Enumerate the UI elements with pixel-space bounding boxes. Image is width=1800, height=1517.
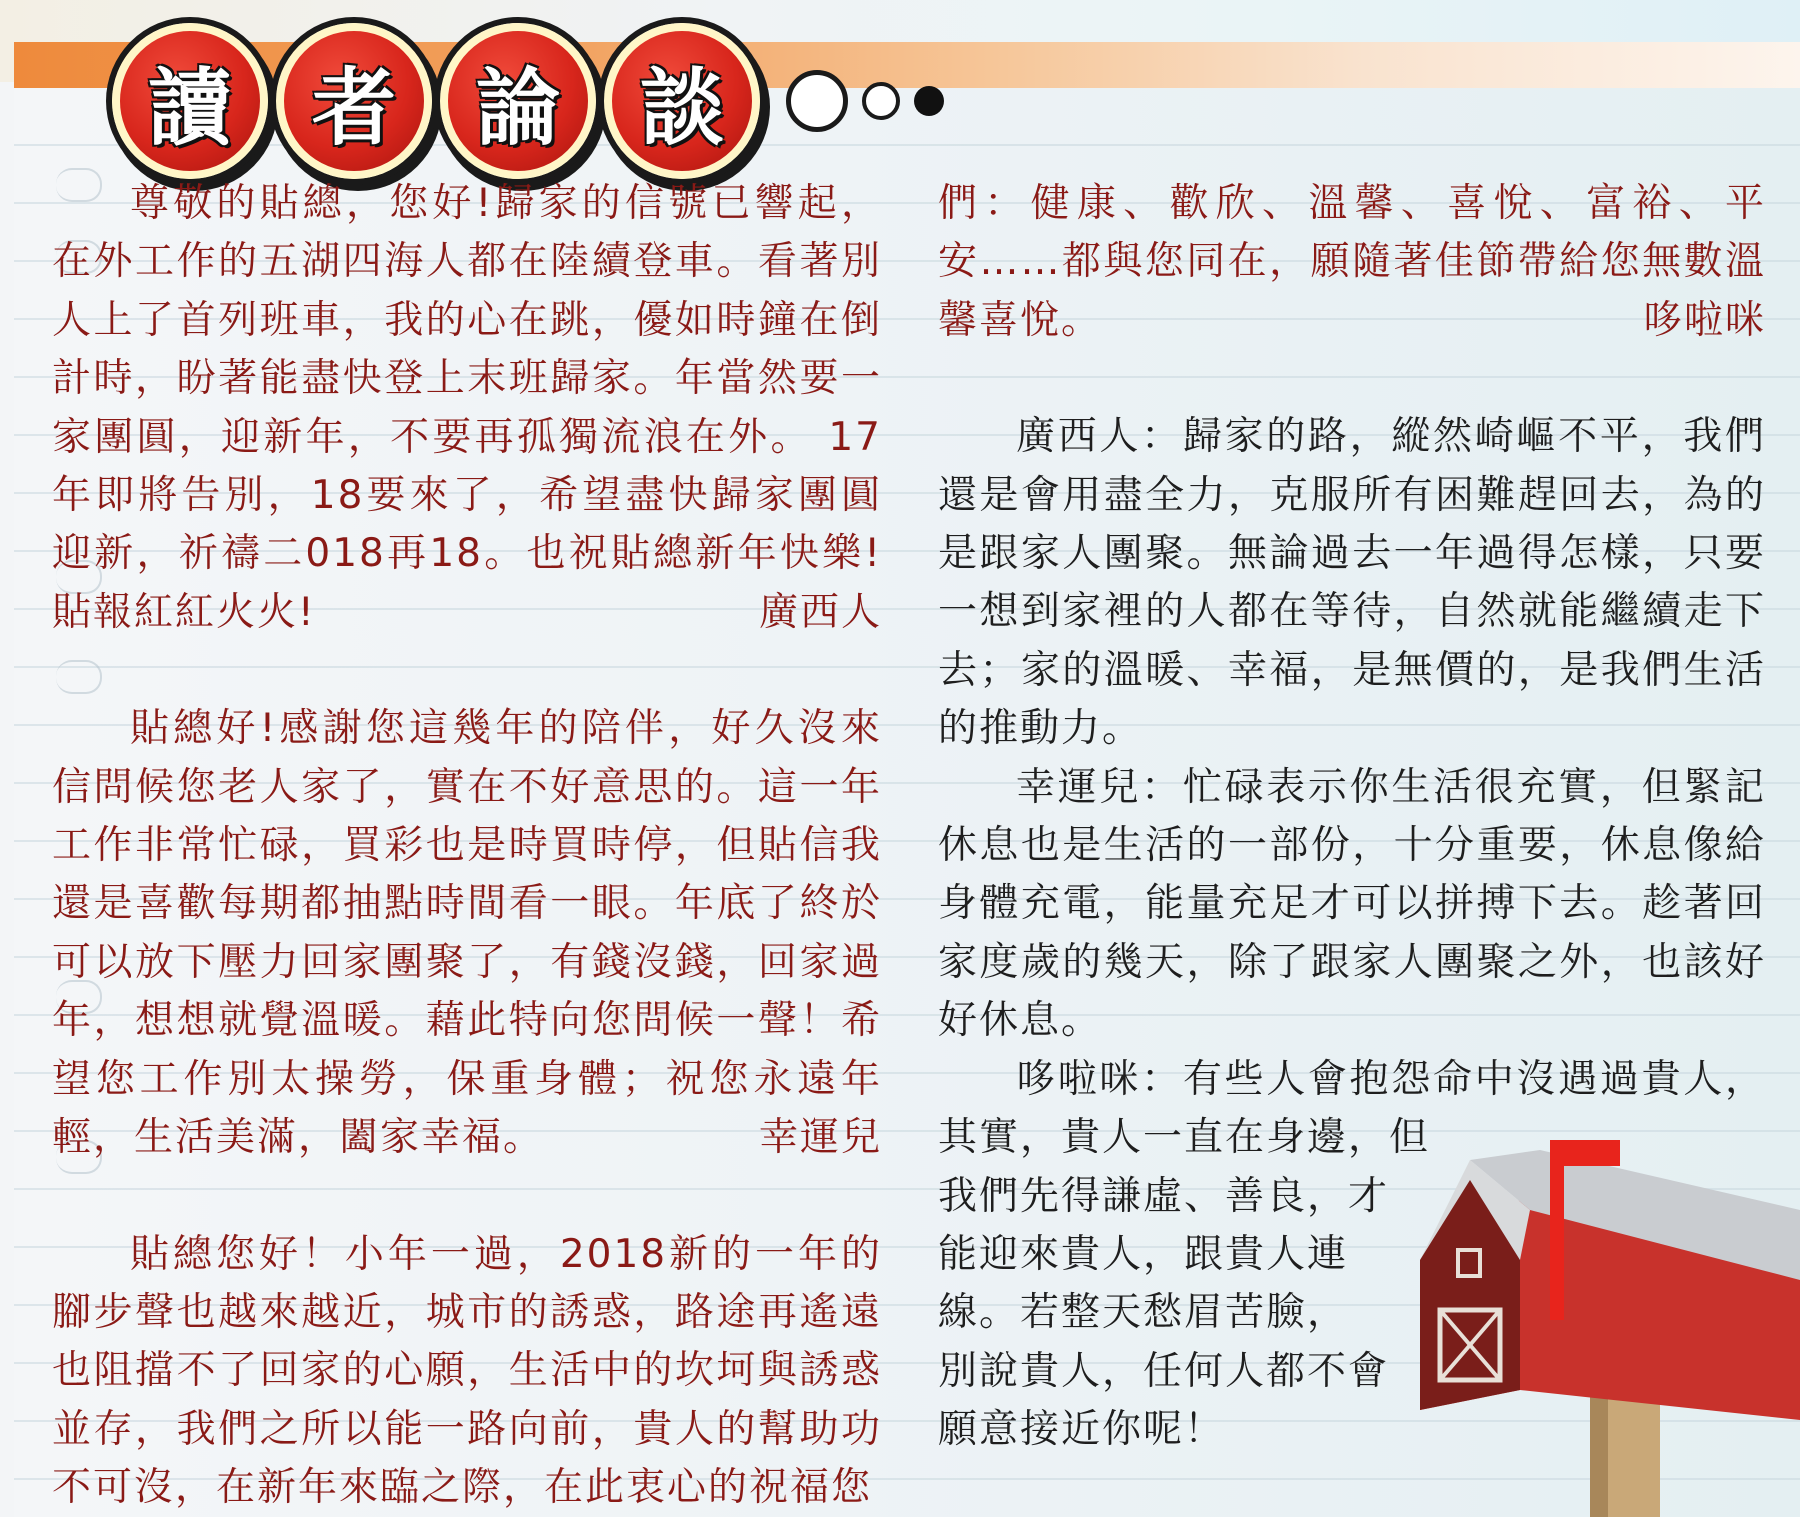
reader-letter	[52, 700, 882, 1167]
editor-reply: 哆啦咪：有些人會抱怨命中沒遇過貴人，其實，貴人一直在身邊，但	[938, 1056, 1766, 1161]
title-badge: 者	[276, 23, 432, 179]
letter-text: 尊敬的貼總，您好!歸家的信號已響起，在外工作的五湖四海人都在陸續登車。看著別人上了首列班車，我的心在跳，優如時鐘在倒計時，盼著能盡快登上末班歸家。年當然要一家團圓，迎新年，不要再孤獨流浪在外。 17年即將告別，18要來了，希望盡快歸家團圓迎新，祈禱二018再18。也祝貼總新年快樂!貼報紅紅火火!	[52, 181, 882, 635]
reader-letter	[52, 175, 882, 642]
title-badge: 讀	[112, 23, 268, 179]
reply-line: 線。若整天愁眉苦臉，	[938, 1290, 1349, 1336]
letter-text: 貼總您好！小年一過，2018新的一年的腳步聲也越來越近，城市的誘惑，路途再遙遠也阻擋不了回家的心願，生活中的坎坷與誘惑並存，我們之所以能一路向前，貴人的幫助功不可沒，在新年來臨之際，在此衷心的祝福您	[52, 1231, 882, 1511]
dot-small-hollow	[862, 82, 900, 120]
spacer	[52, 1168, 882, 1226]
editor-reply-wrapped	[938, 1168, 1418, 1460]
editor-reply: 幸運兒：忙碌表示你生活很充實，但緊記休息也是生活的一部份，十分重要，休息像給身體充電，能量充足才可以拼搏下去。趁著回家度歲的幾天，除了跟家人團聚之外，也該好好休息。	[938, 764, 1766, 1044]
letter-text: 們：健康、歡欣、溫馨、喜悅、富裕、平安……都與您同在，願隨著佳節帶給您無數溫馨喜悅。	[938, 181, 1766, 343]
letter-signature: 廣西人	[758, 589, 882, 635]
left-column	[52, 175, 882, 1517]
letter-signature: 哆啦咪	[1642, 297, 1766, 343]
mailbox-post-shade	[1590, 1380, 1608, 1517]
dot-filled	[914, 86, 944, 116]
dot-large-hollow	[786, 70, 848, 132]
mailbox-flag	[1550, 1140, 1620, 1166]
spacer	[52, 642, 882, 700]
reply-line: 願意接近你呢！	[938, 1407, 1226, 1453]
reply-line: 能迎來貴人，跟貴人連	[938, 1231, 1349, 1277]
letter-text: 貼總好!感謝您這幾年的陪伴，好久沒來信問候您老人家了，實在不好意思的。這一年工作非常忙碌，買彩也是時買時停，但貼信我還是喜歡每期都抽點時間看一眼。年底了終於可以放下壓力回家團聚了，有錢沒錢，回家過年，想想就覺溫暖。藉此特向您問候一聲！希望您工作別太操勞，保重身體；祝您永遠年輕，生活美滿，闔家幸福。	[52, 706, 882, 1161]
section-title	[112, 26, 958, 176]
letter-signature: 幸運兒	[758, 1115, 882, 1161]
reader-letter	[52, 1226, 882, 1517]
editor-reply: 廣西人：歸家的路，縱然崎嶇不平，我們還是會用盡全力，克服所有困難趕回去，為的是跟家人團聚。無論過去一年過得怎樣，只要一想到家裡的人都在等待，自然就能繼續走下去；家的溫暖、幸福，是無價的，是我們生活的推動力。	[938, 414, 1766, 752]
title-badge: 論	[440, 23, 596, 179]
reader-letter-continued	[938, 175, 1766, 350]
mailbox-flag-pole	[1550, 1160, 1564, 1320]
mailbox-illustration	[1400, 1140, 1800, 1517]
title-dots	[786, 70, 958, 132]
spacer	[938, 350, 1766, 408]
title-badge: 談	[604, 23, 760, 179]
reply-line: 別說貴人，任何人都不會	[938, 1348, 1390, 1394]
reply-line: 我們先得謙虛、善良，才	[938, 1173, 1390, 1219]
